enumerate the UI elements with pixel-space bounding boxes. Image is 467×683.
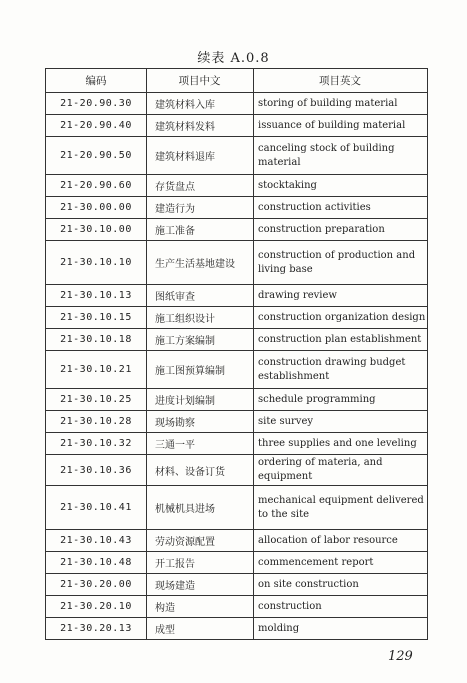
table-body	[46, 93, 428, 640]
row-cn: 现场勘察	[147, 411, 254, 433]
row-code: 21-20.90.50	[46, 137, 147, 175]
row-en: commencement report	[254, 552, 428, 574]
table-row	[46, 552, 428, 574]
row-code: 21-30.20.13	[46, 618, 147, 640]
header-cn: 项目中文	[147, 69, 254, 93]
row-en: drawing review	[254, 285, 428, 307]
row-code: 21-20.90.40	[46, 115, 147, 137]
row-cn: 三通一平	[147, 433, 254, 455]
row-code: 21-30.10.10	[46, 241, 147, 285]
data-table	[45, 68, 428, 640]
row-cn: 劳动资源配置	[147, 530, 254, 552]
row-cn: 建筑材料入库	[147, 93, 254, 115]
row-cn: 施工准备	[147, 219, 254, 241]
row-code: 21-20.90.60	[46, 175, 147, 197]
row-en: site survey	[254, 411, 428, 433]
table-row	[46, 351, 428, 389]
row-code: 21-30.20.10	[46, 596, 147, 618]
row-code: 21-30.10.36	[46, 455, 147, 486]
row-cn: 建筑材料退库	[147, 137, 254, 175]
table-row	[46, 455, 428, 486]
row-code: 21-30.10.18	[46, 329, 147, 351]
row-code: 21-30.10.41	[46, 486, 147, 530]
row-cn: 施工图预算编制	[147, 351, 254, 389]
table-row	[46, 115, 428, 137]
row-en: construction organization design	[254, 307, 428, 329]
row-cn: 建造行为	[147, 197, 254, 219]
row-cn: 生产生活基地建设	[147, 241, 254, 285]
row-cn: 施工方案编制	[147, 329, 254, 351]
row-en: construction activities	[254, 197, 428, 219]
row-code: 21-30.00.00	[46, 197, 147, 219]
table-row	[46, 486, 428, 530]
table-row	[46, 389, 428, 411]
row-code: 21-30.10.13	[46, 285, 147, 307]
row-en: construction preparation	[254, 219, 428, 241]
table-row	[46, 137, 428, 175]
table-caption: 续表 A.0.8	[197, 51, 270, 66]
row-en: construction	[254, 596, 428, 618]
row-en: construction plan establishment	[254, 329, 428, 351]
row-code: 21-30.10.48	[46, 552, 147, 574]
table-row	[46, 596, 428, 618]
row-code: 21-30.10.15	[46, 307, 147, 329]
row-en: construction drawing budget establishment	[254, 351, 428, 389]
row-code: 21-30.10.00	[46, 219, 147, 241]
row-code: 21-30.10.21	[46, 351, 147, 389]
table-row	[46, 307, 428, 329]
table-row	[46, 574, 428, 596]
table-row	[46, 411, 428, 433]
row-cn: 现场建造	[147, 574, 254, 596]
page-number: 129	[388, 649, 413, 664]
row-cn: 施工组织设计	[147, 307, 254, 329]
table-row	[46, 175, 428, 197]
table-row	[46, 197, 428, 219]
row-code: 21-30.10.32	[46, 433, 147, 455]
row-cn: 图纸审查	[147, 285, 254, 307]
table-row	[46, 530, 428, 552]
row-code: 21-30.10.25	[46, 389, 147, 411]
table-row	[46, 329, 428, 351]
row-cn: 进度计划编制	[147, 389, 254, 411]
row-cn: 开工报告	[147, 552, 254, 574]
row-cn: 成型	[147, 618, 254, 640]
row-en: canceling stock of building material	[254, 137, 428, 175]
row-cn: 材料、设备订货	[147, 455, 254, 486]
row-en: issuance of building material	[254, 115, 428, 137]
table-row	[46, 219, 428, 241]
row-code: 21-30.10.28	[46, 411, 147, 433]
row-en: allocation of labor resource	[254, 530, 428, 552]
row-en: ordering of materia, and equipment	[254, 455, 428, 486]
row-cn: 构造	[147, 596, 254, 618]
row-en: storing of building material	[254, 93, 428, 115]
row-cn: 存货盘点	[147, 175, 254, 197]
row-en: schedule programming	[254, 389, 428, 411]
header-en: 项目英文	[254, 69, 428, 93]
row-cn: 建筑材料发料	[147, 115, 254, 137]
row-code: 21-30.20.00	[46, 574, 147, 596]
table-row	[46, 433, 428, 455]
row-en: three supplies and one leveling	[254, 433, 428, 455]
row-en: mechanical equipment delivered to the site	[254, 486, 428, 530]
row-cn: 机械机具进场	[147, 486, 254, 530]
row-en: on site construction	[254, 574, 428, 596]
table-row	[46, 285, 428, 307]
row-en: construction of production and living base	[254, 241, 428, 285]
table-row	[46, 618, 428, 640]
row-code: 21-30.10.43	[46, 530, 147, 552]
table-row	[46, 241, 428, 285]
row-en: stocktaking	[254, 175, 428, 197]
header-code: 编码	[46, 69, 147, 93]
row-en: molding	[254, 618, 428, 640]
row-code: 21-20.90.30	[46, 93, 147, 115]
table-header-row	[46, 69, 428, 93]
table-row	[46, 93, 428, 115]
